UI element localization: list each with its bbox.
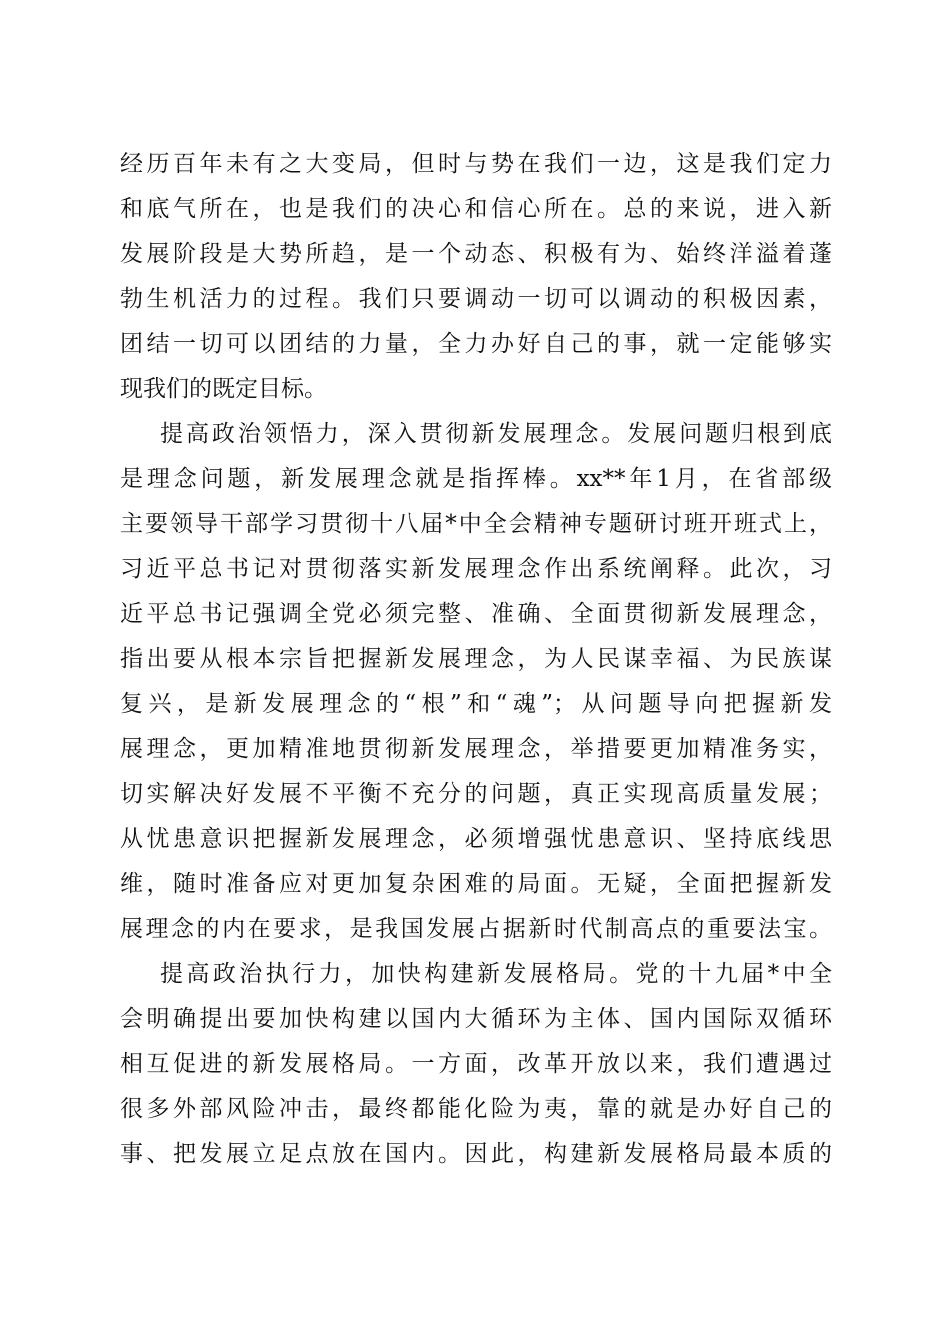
text-line: 切实解决好发展不平衡不充分的问题，真正实现高质量发展；	[120, 781, 832, 807]
text-line: 指出要从根本宗旨把握新发展理念，为人民谋幸福、为民族谋	[120, 646, 832, 672]
text-line: 经历百年未有之大变局，但时与势在我们一边，这是我们定力	[120, 151, 832, 177]
text-line: 会明确提出要加快构建以国内大循环为主体、国内国际双循环	[120, 1006, 832, 1032]
paragraph-first-line: 提高政治执行力，加快构建新发展格局。党的十九届*中全	[160, 961, 832, 987]
text-line: 展理念的内在要求，是我国发展占据新时代制高点的重要法宝。	[120, 916, 832, 942]
text-line: 习近平总书记对贯彻落实新发展理念作出系统阐释。此次，习	[120, 556, 832, 582]
text-line: 和底气所在，也是我们的决心和信心所在。总的来说，进入新	[120, 196, 832, 222]
text-line: 复兴，是新发展理念的“根”和“魂”；从问题导向把握新发	[120, 691, 832, 717]
text-line: 是理念问题，新发展理念就是指挥棒。xx**年1月，在省部级	[120, 466, 832, 492]
text-line: 发展阶段是大势所趋，是一个动态、积极有为、始终洋溢着蓬	[120, 241, 832, 267]
text-line: 勃生机活力的过程。我们只要调动一切可以调动的积极因素，	[120, 286, 832, 312]
text-line: 维，随时准备应对更加复杂困难的局面。无疑，全面把握新发	[120, 871, 832, 897]
text-line: 从忧患意识把握新发展理念，必须增强忧患意识、坚持底线思	[120, 826, 832, 852]
paragraph-first-line: 提高政治领悟力，深入贯彻新发展理念。发展问题归根到底	[160, 421, 832, 447]
text-line: 展理念，更加精准地贯彻新发展理念，举措要更加精准务实，	[120, 736, 832, 762]
text-line: 主要领导干部学习贯彻十八届*中全会精神专题研讨班开班式上，	[120, 511, 832, 537]
body-text	[120, 142, 832, 1177]
text-line: 相互促进的新发展格局。一方面，改革开放以来，我们遭遇过	[120, 1051, 832, 1077]
text-line: 事、把发展立足点放在国内。因此，构建新发展格局最本质的	[120, 1141, 832, 1167]
text-line: 团结一切可以团结的力量，全力办好自己的事，就一定能够实	[120, 331, 832, 357]
text-line: 很多外部风险冲击，最终都能化险为夷，靠的就是办好自己的	[120, 1096, 832, 1122]
text-line: 现我们的既定目标。	[120, 376, 327, 402]
text-line: 近平总书记强调全党必须完整、准确、全面贯彻新发展理念，	[120, 601, 832, 627]
